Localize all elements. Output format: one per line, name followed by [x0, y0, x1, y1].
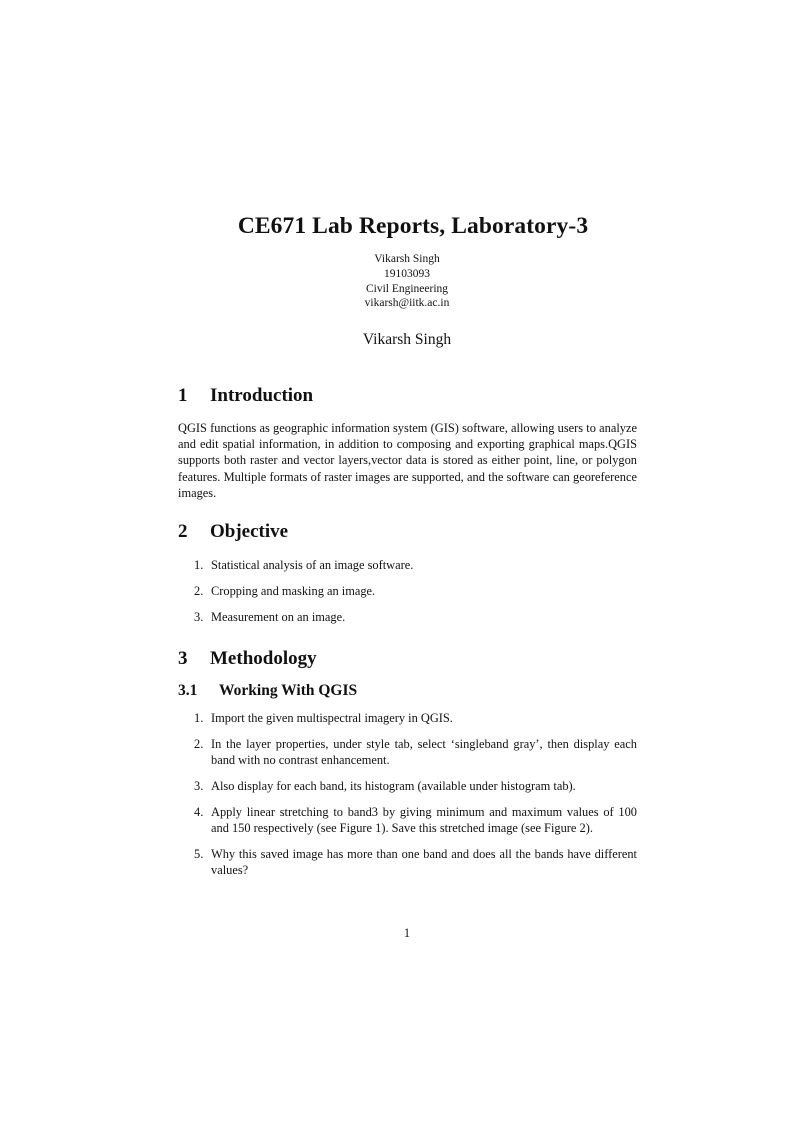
list-number: 5.: [194, 847, 204, 861]
list-text: Import the given multispectral imagery in QGIS.: [211, 711, 453, 725]
list-text: Why this saved image has more than one band and does all the bands have different values?: [211, 847, 637, 877]
list-text: Apply linear stretching to band3 by giving minimum and maximum values of 100 and 150 respectively (see Figure 1). Save this stretched image (see Figure 2).: [211, 805, 637, 835]
list-text: Cropping and masking an image.: [211, 584, 376, 598]
list-text: Measurement on an image.: [211, 610, 346, 624]
list-number: 2.: [194, 737, 204, 751]
list-item: [178, 583, 637, 599]
section-number: 2: [178, 521, 188, 542]
list-item: [178, 609, 637, 625]
introduction-paragraph: QGIS functions as geographic information system (GIS) software, allowing users to analyze and edit spatial information, in addition to composing and exporting graphical maps.QGIS supports both raster and vector layers,vector data is stored as either point, line, or polygon features. Multiple formats of raster images are supported, and the software can georeference images.: [178, 421, 637, 500]
list-item: [178, 710, 637, 726]
list-text: Statistical analysis of an image software.: [211, 558, 414, 572]
section-title: Introduction: [210, 385, 314, 406]
list-item: [178, 736, 637, 768]
list-item: [178, 778, 637, 794]
subsection-title: Working With QGIS: [219, 682, 358, 699]
list-text: In the layer properties, under style tab, select ‘singleband gray’, then display each band with no contrast enhancement.: [211, 737, 637, 767]
list-number: 2.: [194, 584, 204, 598]
section-number: 1: [178, 385, 188, 406]
list-text: Also display for each band, its histogram (available under histogram tab).: [211, 779, 576, 793]
list-number: 1.: [194, 711, 204, 725]
list-item: [178, 557, 637, 573]
subsection-heading-working-with-qgis: [178, 682, 357, 700]
document-title: CE671 Lab Reports, Laboratory-3: [237, 213, 589, 239]
list-number: 3.: [194, 779, 204, 793]
list-number: 4.: [194, 805, 204, 819]
methodology-steps-list: [178, 710, 637, 878]
author-block: [0, 252, 794, 311]
objective-list: [178, 557, 637, 625]
author-roll-number: 19103093: [384, 267, 430, 280]
author-email: vikarsh@iitk.ac.in: [364, 297, 450, 310]
subsection-number: 3.1: [178, 682, 198, 699]
section-heading-methodology: [178, 648, 317, 670]
list-number: 1.: [194, 558, 204, 572]
list-item: [178, 804, 637, 836]
list-item: [178, 846, 637, 878]
list-number: 3.: [194, 610, 204, 624]
section-heading-objective: [178, 521, 288, 543]
section-number: 3: [178, 648, 188, 669]
section-title: Methodology: [210, 648, 317, 669]
author-name: Vikarsh Singh: [374, 253, 440, 265]
author: Vikarsh Singh: [362, 331, 452, 348]
author-department: Civil Engineering: [365, 282, 449, 295]
page-number: 1: [403, 926, 411, 940]
section-heading-introduction: [178, 385, 313, 407]
section-title: Objective: [210, 521, 289, 542]
